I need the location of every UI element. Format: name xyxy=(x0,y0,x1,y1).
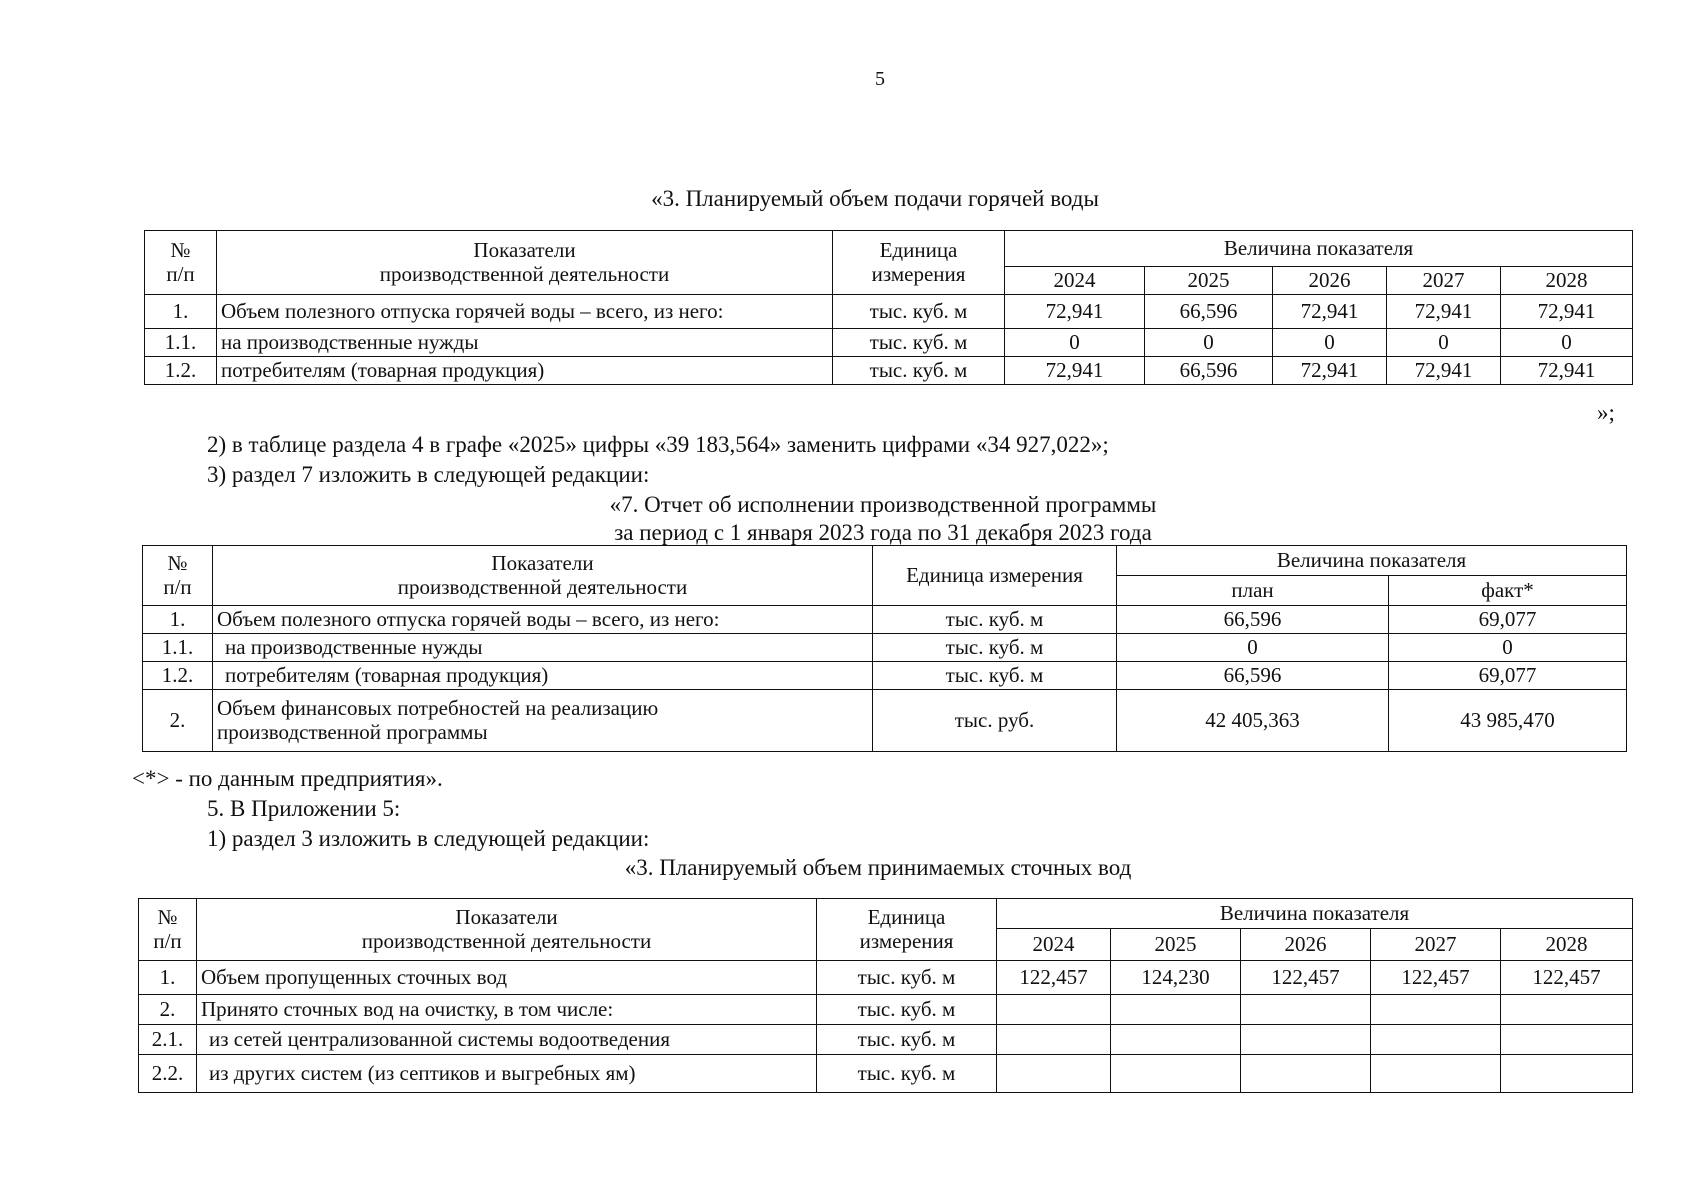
section-7-title-line1: «7. Отчет об исполнении производственной программы xyxy=(609,492,1157,517)
row-name: потребителям (товарная продукция) xyxy=(213,662,873,690)
header-unit-text: Единица измерения xyxy=(859,905,954,953)
hot-water-volume-table xyxy=(144,230,1633,385)
row-unit: тыс. куб. м xyxy=(873,634,1117,662)
row-value xyxy=(1111,1055,1241,1093)
header-indicator xyxy=(197,899,817,961)
row-num: 2. xyxy=(143,690,213,752)
row-num: 2. xyxy=(139,995,197,1025)
table-row xyxy=(139,1055,1633,1093)
row-value: 66,596 xyxy=(1145,295,1273,329)
table-row xyxy=(145,357,1633,385)
row-value xyxy=(1241,1055,1371,1093)
header-indicator-text: Показатели производственной деятельности xyxy=(361,905,652,953)
row-value: 0 xyxy=(1501,329,1633,357)
row-value: 72,941 xyxy=(1273,295,1387,329)
table-row xyxy=(145,329,1633,357)
row-fact: 69,077 xyxy=(1389,606,1627,634)
header-year: 2024 xyxy=(997,929,1111,961)
production-report-table xyxy=(142,545,1627,752)
header-num xyxy=(145,231,217,295)
table-row xyxy=(143,690,1627,752)
header-unit xyxy=(817,899,997,961)
section-title-hot-water: «3. Планируемый объем подачи горячей воды xyxy=(651,186,1099,211)
row-plan: 0 xyxy=(1117,634,1389,662)
row-unit: тыс. руб. xyxy=(873,690,1117,752)
row-unit: тыс. куб. м xyxy=(873,606,1117,634)
header-num xyxy=(143,546,213,606)
row-num: 1.1. xyxy=(143,634,213,662)
row-value: 72,941 xyxy=(1273,357,1387,385)
header-year: 2028 xyxy=(1501,267,1633,295)
header-year: 2027 xyxy=(1371,929,1501,961)
header-fact: факт* xyxy=(1389,576,1627,606)
row-num: 1.1. xyxy=(145,329,217,357)
footnote: <*> - по данным предприятия». xyxy=(132,766,443,791)
page-number: 5 xyxy=(875,68,885,90)
row-num: 1. xyxy=(145,295,217,329)
row-name: Объем полезного отпуска горячей воды – всего, из него: xyxy=(213,606,873,634)
header-unit xyxy=(833,231,1005,295)
header-year: 2028 xyxy=(1501,929,1633,961)
header-num-text: № п/п xyxy=(163,551,192,599)
row-plan: 66,596 xyxy=(1117,662,1389,690)
header-num-text: № п/п xyxy=(153,905,182,953)
header-value: Величина показателя xyxy=(1117,546,1627,576)
header-indicator-text: Показатели производственной деятельности xyxy=(379,238,670,286)
table-row xyxy=(143,662,1627,690)
row-unit: тыс. куб. м xyxy=(873,662,1117,690)
row-value xyxy=(997,1025,1111,1055)
header-num-text: № п/п xyxy=(166,238,195,286)
row-value: 122,457 xyxy=(997,961,1111,995)
table-row xyxy=(139,961,1633,995)
row-fact: 0 xyxy=(1389,634,1627,662)
header-indicator xyxy=(213,546,873,606)
row-unit: тыс. куб. м xyxy=(833,357,1005,385)
header-value: Величина показателя xyxy=(997,899,1633,929)
table-row xyxy=(143,606,1627,634)
header-indicator-text: Показатели производственной деятельности xyxy=(397,551,688,599)
header-unit: Единица измерения xyxy=(873,546,1117,606)
row-name: на производственные нужды xyxy=(217,329,833,357)
row-plan: 42 405,363 xyxy=(1117,690,1389,752)
table-row xyxy=(143,634,1627,662)
row-value xyxy=(1241,995,1371,1025)
row-value: 122,457 xyxy=(1501,961,1633,995)
row-value: 0 xyxy=(1005,329,1145,357)
row-value: 66,596 xyxy=(1145,357,1273,385)
row-value: 72,941 xyxy=(1501,295,1633,329)
row-value: 72,941 xyxy=(1387,357,1501,385)
header-year: 2027 xyxy=(1387,267,1501,295)
section-7-title-line2: за период с 1 января 2023 года по 31 декабря 2023 года xyxy=(614,520,1152,545)
row-value: 124,230 xyxy=(1111,961,1241,995)
row-name: из сетей централизованной системы водоотведения xyxy=(197,1025,817,1055)
row-value: 72,941 xyxy=(1501,357,1633,385)
row-unit: тыс. куб. м xyxy=(833,329,1005,357)
row-value xyxy=(997,995,1111,1025)
row-value: 0 xyxy=(1273,329,1387,357)
header-year: 2026 xyxy=(1273,267,1387,295)
row-num: 2.1. xyxy=(139,1025,197,1055)
row-value: 0 xyxy=(1145,329,1273,357)
row-name: из других систем (из септиков и выгребных ям) xyxy=(197,1055,817,1093)
row-name: потребителям (товарная продукция) xyxy=(217,357,833,385)
table-row xyxy=(139,1025,1633,1055)
row-value: 72,941 xyxy=(1387,295,1501,329)
row-value xyxy=(1241,1025,1371,1055)
row-value xyxy=(1371,995,1501,1025)
wastewater-volume-table xyxy=(138,898,1633,1093)
row-unit: тыс. куб. м xyxy=(817,995,997,1025)
row-unit: тыс. куб. м xyxy=(817,961,997,995)
paragraph-section-3: 1) раздел 3 изложить в следующей редакции: xyxy=(207,826,650,851)
row-value: 72,941 xyxy=(1005,295,1145,329)
row-name: на производственные нужды xyxy=(213,634,873,662)
header-indicator xyxy=(217,231,833,295)
header-num xyxy=(139,899,197,961)
row-value: 72,941 xyxy=(1005,357,1145,385)
row-name: Принято сточных вод на очистку, в том числе: xyxy=(197,995,817,1025)
row-value: 122,457 xyxy=(1241,961,1371,995)
row-value xyxy=(1501,995,1633,1025)
row-num: 2.2. xyxy=(139,1055,197,1093)
row-name: Объем полезного отпуска горячей воды – всего, из него: xyxy=(217,295,833,329)
row-unit: тыс. куб. м xyxy=(833,295,1005,329)
row-plan: 66,596 xyxy=(1117,606,1389,634)
header-value: Величина показателя xyxy=(1005,231,1633,267)
row-value xyxy=(1111,1025,1241,1055)
row-value xyxy=(1501,1055,1633,1093)
header-year: 2025 xyxy=(1145,267,1273,295)
row-num: 1.2. xyxy=(145,357,217,385)
paragraph-appendix-5: 5. В Приложении 5: xyxy=(207,796,401,821)
table-row xyxy=(139,995,1633,1025)
header-plan: план xyxy=(1117,576,1389,606)
row-unit: тыс. куб. м xyxy=(817,1025,997,1055)
closing-quote: »; xyxy=(1597,400,1615,425)
paragraph-2: 2) в таблице раздела 4 в графе «2025» цифры «39 183,564» заменить цифрами «34 927,022»; xyxy=(207,432,1109,457)
row-name: Объем финансовых потребностей на реализацию производственной программы xyxy=(213,690,873,752)
row-value: 0 xyxy=(1387,329,1501,357)
row-num: 1. xyxy=(143,606,213,634)
header-unit-text: Единица измерения xyxy=(871,238,966,286)
row-value xyxy=(1371,1055,1501,1093)
row-num: 1. xyxy=(139,961,197,995)
row-value xyxy=(1111,995,1241,1025)
row-fact: 69,077 xyxy=(1389,662,1627,690)
row-num: 1.2. xyxy=(143,662,213,690)
paragraph-3: 3) раздел 7 изложить в следующей редакции: xyxy=(207,462,650,487)
header-year: 2026 xyxy=(1241,929,1371,961)
row-value: 122,457 xyxy=(1371,961,1501,995)
header-year: 2025 xyxy=(1111,929,1241,961)
row-value xyxy=(997,1055,1111,1093)
row-value xyxy=(1501,1025,1633,1055)
row-value xyxy=(1371,1025,1501,1055)
table-row xyxy=(145,295,1633,329)
header-year: 2024 xyxy=(1005,267,1145,295)
row-unit: тыс. куб. м xyxy=(817,1055,997,1093)
row-name: Объем пропущенных сточных вод xyxy=(197,961,817,995)
row-fact: 43 985,470 xyxy=(1389,690,1627,752)
section-title-wastewater: «3. Планируемый объем принимаемых сточных вод xyxy=(624,855,1132,880)
